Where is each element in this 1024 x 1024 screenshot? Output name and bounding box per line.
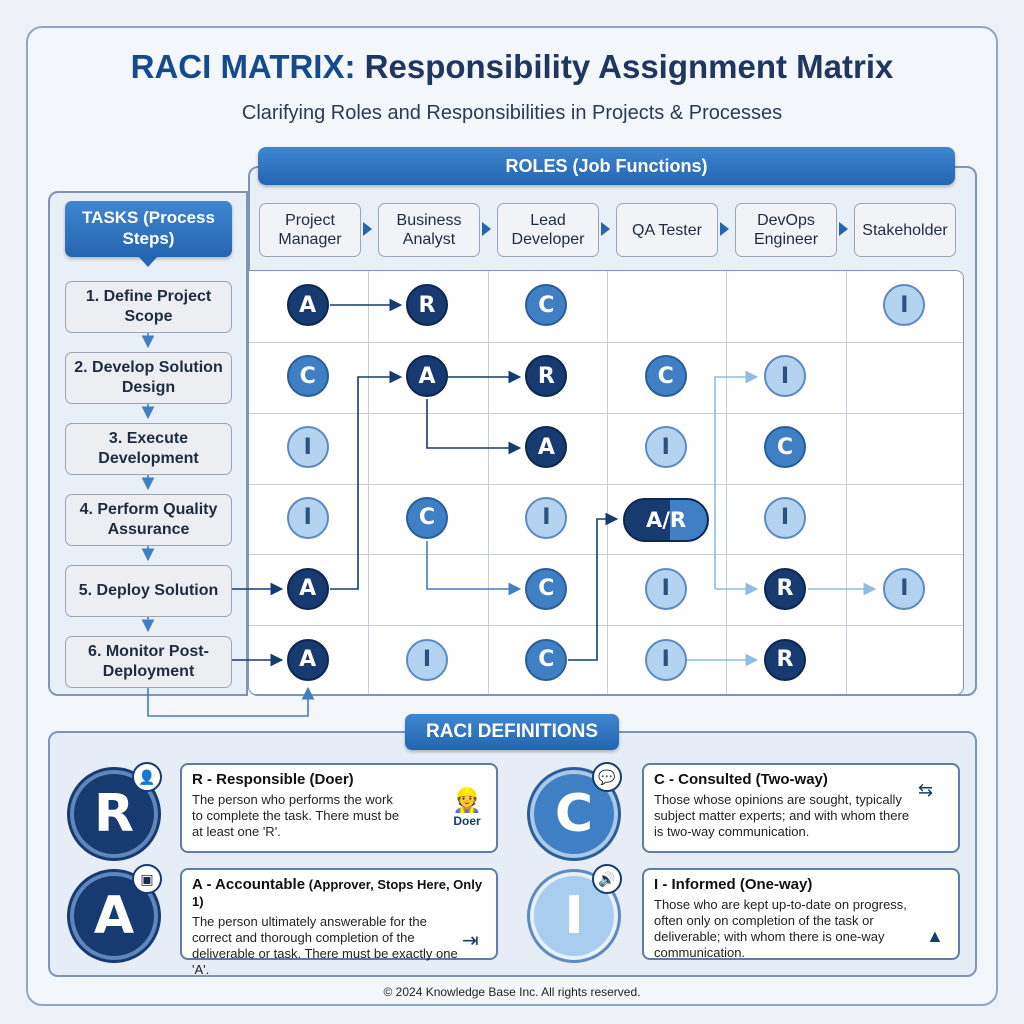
doer-label: Doer [453, 814, 481, 828]
raci-cell-badge: I [764, 355, 806, 397]
doer-icon: 👷 Doer [452, 787, 482, 828]
raci-cell-badge: R [764, 568, 806, 610]
role-project-manager: Project Manager [259, 203, 361, 257]
two-way-chat-icon: ⇆ [918, 780, 934, 800]
raci-cell-badge: I [287, 497, 329, 539]
raci-cell-badge: A [406, 355, 448, 397]
task-execute-development: 3. Execute Development [65, 423, 232, 475]
raci-cell-badge: I [645, 639, 687, 681]
raci-cell-badge: R [764, 639, 806, 681]
definition-informed-text: Those who are kept up-to-date on progress, often only on completion of the task or deliverable; with whom there is one-way communication. [654, 897, 907, 960]
raci-cell-badge: A/R [623, 498, 709, 542]
page-subtitle: Clarifying Roles and Responsibilities in Projects & Processes [241, 102, 783, 124]
title-main: Responsibility Assignment Matrix [355, 48, 894, 85]
raci-cell-badge: I [883, 284, 925, 326]
definition-accountable [180, 868, 498, 977]
role-stakeholder: Stakeholder [854, 203, 956, 257]
raci-cell-badge: C [645, 355, 687, 397]
raci-cell-badge: A [287, 284, 329, 326]
raci-cell-badge: A [287, 639, 329, 681]
raci-cell-badge: I [645, 426, 687, 468]
definition-accountable-title [192, 876, 486, 910]
raci-cell-badge: I [525, 497, 567, 539]
definition-consulted [642, 763, 960, 853]
task-deploy-solution: 5. Deploy Solution [65, 565, 232, 617]
raci-cell-badge: A [287, 568, 329, 610]
copyright-footer: © 2024 Knowledge Base Inc. All rights reserved. [383, 985, 641, 999]
raci-cell-badge: I [645, 568, 687, 610]
definition-responsible-title: R - Responsible (Doer) [192, 771, 354, 788]
task-quality-assurance: 4. Perform Quality Assurance [65, 494, 232, 546]
raci-cell-badge: R [525, 355, 567, 397]
roles-banner: ROLES (Job Functions) [258, 147, 955, 185]
person-wrench-icon: 👤 [132, 762, 162, 792]
big-letter-c: C [530, 770, 618, 858]
raci-cell-badge: I [883, 568, 925, 610]
raci-cell-badge: C [406, 497, 448, 539]
raci-cell-badge: I [406, 639, 448, 681]
role-qa-tester: QA Tester [616, 203, 718, 257]
definition-informed-title: I - Informed (One-way) [654, 876, 813, 893]
definition-responsible-text: The person who performs the work to complete the task. There must be at least one 'R'. [192, 792, 400, 839]
accountable-title-main: A - Accountable [192, 876, 306, 893]
stamp-icon: ▣ [132, 864, 162, 894]
role-lead-developer: Lead Developer [497, 203, 599, 257]
task-develop-design: 2. Develop Solution Design [65, 352, 232, 404]
title-prefix: RACI MATRIX: [130, 48, 356, 85]
raci-cell-badge: C [764, 426, 806, 468]
role-business-analyst: Business Analyst [378, 203, 480, 257]
accountable-title-note: (Approver, Stops Here, Only 1) [192, 877, 483, 909]
definitions-banner: RACI DEFINITIONS [405, 714, 619, 750]
definition-informed [642, 868, 960, 960]
definition-consulted-title: C - Consulted (Two-way) [654, 771, 828, 788]
raci-cell-badge: I [764, 497, 806, 539]
role-devops-engineer: DevOps Engineer [735, 203, 837, 257]
big-letter-a: A [70, 872, 158, 960]
raci-cell-badge: A [525, 426, 567, 468]
definition-accountable-text: The person ultimately answerable for the correct and thorough completion of the deliverable or task. There must be exactly one 'A'. [192, 914, 458, 977]
broadcast-person-icon: 🔊 [592, 864, 622, 894]
big-letter-i: I [530, 872, 618, 960]
definition-consulted-text: Those whose opinions are sought, typically subject matter experts; and with whom there is two-way communication. [654, 792, 910, 839]
raci-cell-badge: C [287, 355, 329, 397]
antenna-icon: ▲ [926, 926, 944, 946]
raci-cell-badge: C [525, 639, 567, 681]
task-monitor: 6. Monitor Post-Deployment [65, 636, 232, 688]
raci-cell-badge: C [525, 284, 567, 326]
tasks-banner: TASKS (Process Steps) [65, 201, 232, 257]
exit-door-icon: ⇥ [462, 930, 479, 952]
chat-people-icon: 💬 [592, 762, 622, 792]
raci-cell-badge: I [287, 426, 329, 468]
raci-cell-badge: C [525, 568, 567, 610]
big-letter-r: R [70, 770, 158, 858]
raci-cell-badge: R [406, 284, 448, 326]
task-define-scope: 1. Define Project Scope [65, 281, 232, 333]
